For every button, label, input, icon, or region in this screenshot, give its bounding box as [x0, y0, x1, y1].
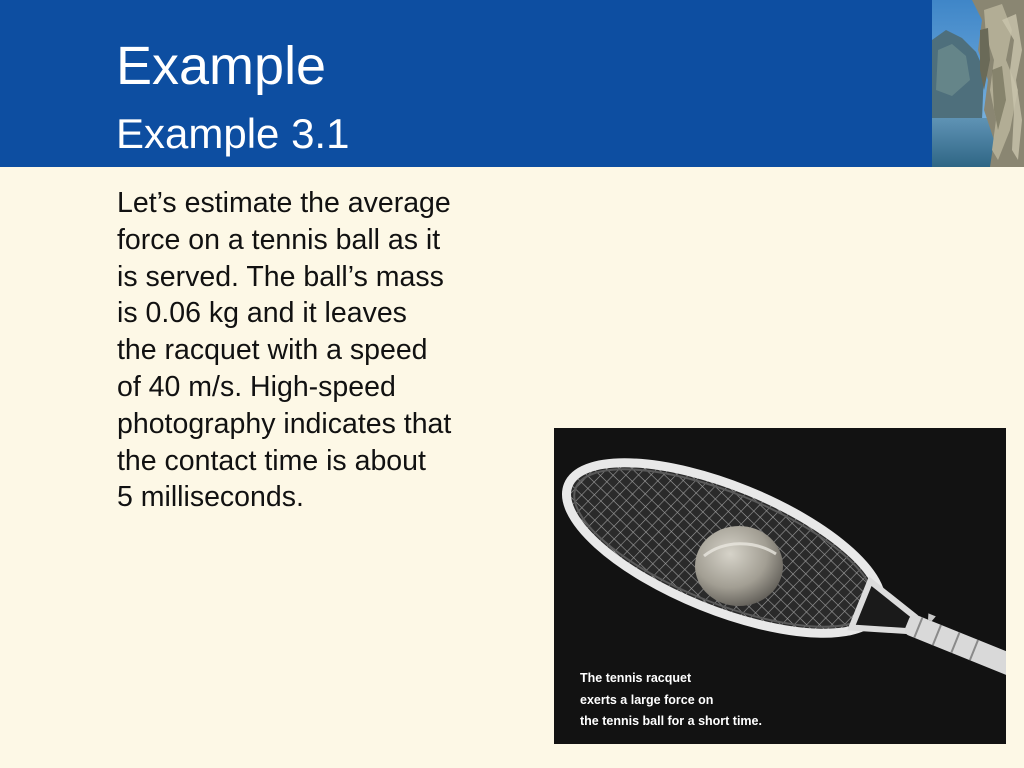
header-band — [0, 0, 932, 167]
header-landscape-image — [932, 0, 1024, 167]
tennis-ball-graphic — [695, 526, 783, 606]
body-line: force on a tennis ball as it — [117, 223, 441, 256]
caption-line: exerts a large force on — [580, 692, 714, 707]
body-line: Let’s estimate the average — [117, 187, 451, 219]
body-line: the racquet with a speed — [117, 334, 428, 367]
body-line: is 0.06 kg and it leaves — [117, 297, 407, 330]
slide-title: Example — [116, 36, 327, 96]
caption-line: the tennis ball for a short time. — [580, 714, 762, 728]
caption-line: The tennis racquet — [580, 671, 692, 685]
photo-caption — [580, 668, 762, 733]
tennis-racquet-photo — [554, 428, 1006, 744]
body-line: photography indicates that — [117, 407, 452, 440]
body-line: the contact time is about — [117, 444, 426, 477]
body-line: of 40 m/s. High-speed — [117, 370, 396, 403]
body-paragraph — [117, 185, 532, 516]
slide-subtitle: Example 3.1 — [116, 110, 350, 157]
body-line: 5 milliseconds. — [117, 481, 304, 514]
body-line: is served. The ball’s mass — [117, 260, 444, 293]
